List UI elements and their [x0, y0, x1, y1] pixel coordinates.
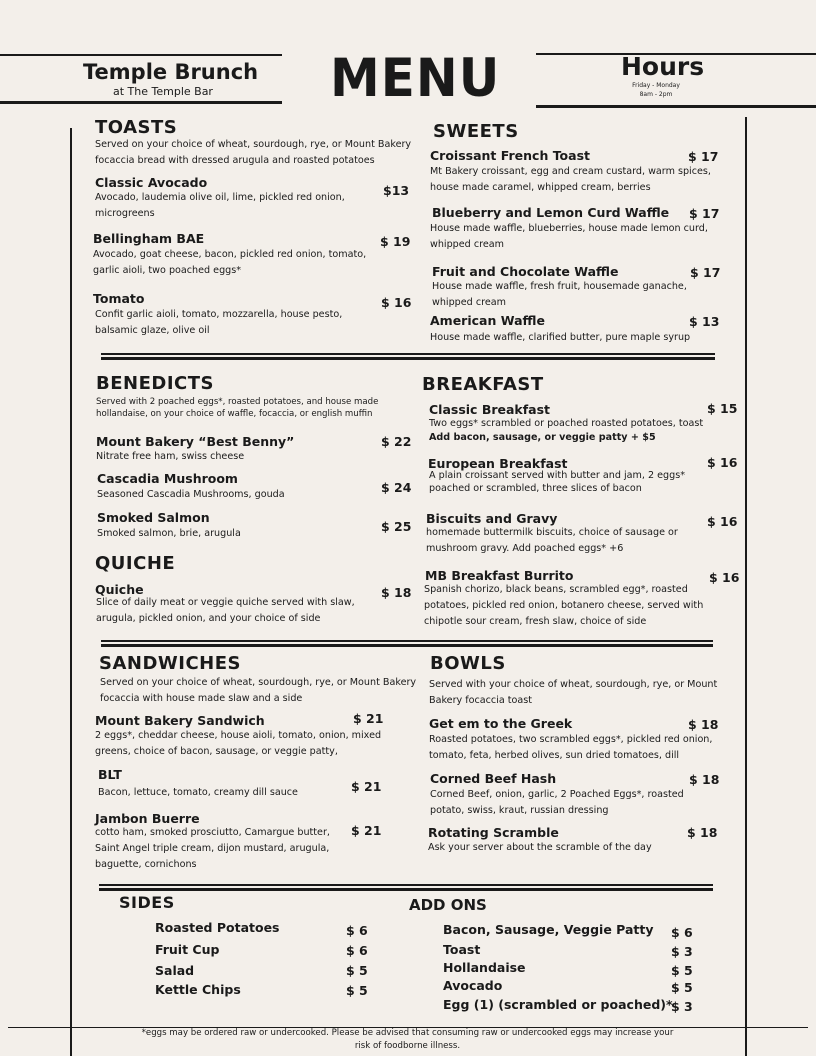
addon-item-bacon-sausage-patty: Bacon, Sausage, Veggie Patty — [443, 922, 654, 937]
benedict-smoked-salmon-name: Smoked Salmon — [97, 510, 210, 525]
addon-price-toast: $ 3 — [671, 944, 693, 959]
toast-classic-avocado-desc: Avocado, laudemia olive oil, lime, pickled red onion, microgreens — [95, 192, 345, 219]
breakfast-biscuits-gravy-price: $ 16 — [707, 514, 738, 529]
sweet-fruit-chocolate-waffle-price: $ 17 — [690, 265, 721, 280]
divider-2a — [101, 640, 713, 642]
hours-time: 8am - 2pm — [639, 91, 673, 98]
toast-bellingham-bae-price: $ 19 — [380, 234, 411, 249]
header-rule-left-bottom — [0, 101, 282, 104]
brand-name: Temple Brunch — [83, 60, 259, 84]
breakfast-classic-desc: Two eggs* scrambled or poached roasted potatoes, toast — [429, 418, 704, 429]
header-rule-right-bottom — [536, 105, 816, 108]
addon-item-toast: Toast — [443, 942, 481, 957]
toast-bellingham-bae-name: Bellingham BAE — [93, 231, 205, 246]
breakfast-classic-price: $ 15 — [707, 401, 738, 416]
toast-bellingham-bae-desc: Avocado, goat cheese, bacon, pickled red onion, tomato, garlic aioli, two poached eggs* — [93, 249, 367, 276]
sandwich-blt-desc: Bacon, lettuce, tomato, creamy dill sauce — [98, 787, 298, 798]
bowl-greek-price: $ 18 — [688, 717, 719, 732]
benedict-smoked-salmon-price: $ 25 — [381, 519, 412, 534]
quiche-desc: Slice of daily meat or veggie quiche served with slaw, arugula, pickled onion, and your choice of side — [96, 597, 355, 624]
bowl-rotating-scramble-name: Rotating Scramble — [428, 825, 559, 840]
sandwich-mount-bakery-name: Mount Bakery Sandwich — [95, 713, 265, 728]
addon-price-avocado: $ 5 — [671, 980, 693, 995]
sandwich-blt-price: $ 21 — [351, 779, 382, 794]
bowl-corned-beef-name: Corned Beef Hash — [430, 771, 557, 786]
header-rule-left-top — [0, 54, 282, 56]
toast-tomato-name: Tomato — [93, 291, 145, 306]
brand-subtitle: at The Temple Bar — [113, 85, 213, 98]
addon-item-avocado: Avocado — [443, 978, 503, 993]
breakfast-classic-name: Classic Breakfast — [429, 402, 551, 417]
addon-item-egg: Egg (1) (scrambled or poached)* — [443, 997, 673, 1012]
sandwich-mount-bakery-price: $ 21 — [353, 711, 384, 726]
benedicts-description: Served with 2 poached eggs*, roasted potatoes, and house made hollandaise, on your choice of waffle, focaccia, or english muffin — [96, 397, 379, 419]
raw-egg-disclaimer: *eggs may be ordered raw or undercooked. Please be advised that consuming raw or undercooked eggs may increase your risk of foodborne illness. — [141, 1028, 674, 1051]
breakfast-burrito-desc: Spanish chorizo, black beans, scrambled egg*, roasted potatoes, pickled red onion, botanero cheese, served with chipotle sour cream, fresh slaw, choice of side — [424, 584, 704, 627]
left-vertical-rule — [70, 128, 72, 1056]
sweet-croissant-french-toast-desc: Mt Bakery croissant, egg and cream custard, warm spices, house made caramel, whipped cream, berries — [430, 166, 711, 193]
benedict-best-benny-name: Mount Bakery “Best Benny” — [96, 434, 295, 449]
addon-item-hollandaise: Hollandaise — [443, 960, 526, 975]
breakfast-european-price: $ 16 — [707, 455, 738, 470]
benedict-best-benny-price: $ 22 — [381, 434, 412, 449]
benedict-cascadia-mushroom-price: $ 24 — [381, 480, 412, 495]
side-item-kettle-chips: Kettle Chips — [155, 982, 241, 997]
sandwiches-description: Served on your choice of wheat, sourdough, rye, or Mount Bakery focaccia with house made slaw and a side — [100, 677, 417, 704]
sweet-blueberry-waffle-desc: House made waffle, blueberries, house made lemon curd, whipped cream — [430, 223, 708, 250]
bowl-corned-beef-price: $ 18 — [689, 772, 720, 787]
sandwich-jambon-buerre-name: Jambon Buerre — [95, 811, 200, 826]
breakfast-european-name: European Breakfast — [428, 456, 568, 471]
quiche-price: $ 18 — [381, 585, 412, 600]
sandwich-mount-bakery-desc: 2 eggs*, cheddar cheese, house aioli, tomato, onion, mixed greens, choice of bacon, sausage, or veggie patty, — [95, 730, 382, 757]
sweet-blueberry-waffle-price: $ 17 — [689, 206, 720, 221]
bowls-heading: BOWLS — [430, 653, 506, 674]
side-item-salad: Salad — [155, 963, 195, 978]
sweet-croissant-french-toast-price: $ 17 — [688, 149, 719, 164]
bowls-description: Served with your choice of wheat, sourdough, rye, or Mount Bakery focaccia toast — [429, 679, 718, 706]
sandwich-blt-name: BLT — [98, 767, 122, 782]
toast-classic-avocado-price: $13 — [383, 183, 410, 198]
toasts-heading: TOASTS — [95, 117, 178, 138]
side-item-fruit-cup: Fruit Cup — [155, 942, 220, 957]
addon-price-hollandaise: $ 5 — [671, 963, 693, 978]
sweets-heading: SWEETS — [433, 121, 519, 142]
sweet-fruit-chocolate-waffle-desc: House made waffle, fresh fruit, housemade ganache, whipped cream — [432, 281, 687, 308]
divider-3b — [99, 888, 713, 891]
benedict-best-benny-desc: Nitrate free ham, swiss cheese — [96, 451, 245, 462]
hours-days: Friday - Monday — [632, 82, 680, 89]
breakfast-biscuits-gravy-name: Biscuits and Gravy — [426, 511, 558, 526]
breakfast-burrito-price: $ 16 — [709, 570, 740, 585]
right-vertical-rule — [745, 117, 747, 1056]
divider-1a — [101, 353, 715, 355]
toast-classic-avocado-name: Classic Avocado — [95, 175, 208, 190]
bowl-rotating-scramble-desc: Ask your server about the scramble of the day — [428, 842, 652, 853]
side-price-kettle-chips: $ 5 — [346, 983, 368, 998]
side-price-salad: $ 5 — [346, 963, 368, 978]
quiche-heading: QUICHE — [95, 553, 176, 574]
sandwich-jambon-buerre-desc: cotto ham, smoked prosciutto, Camargue butter, Saint Angel triple cream, dijon mustard, arugula, baguette, cornichons — [95, 827, 330, 870]
sides-heading: SIDES — [119, 893, 175, 912]
benedict-smoked-salmon-desc: Smoked salmon, brie, arugula — [97, 528, 241, 539]
quiche-name: Quiche — [95, 582, 144, 597]
sweet-american-waffle-name: American Waffle — [430, 313, 545, 328]
addon-price-bacon-sausage-patty: $ 6 — [671, 925, 693, 940]
breakfast-burrito-name: MB Breakfast Burrito — [425, 568, 574, 583]
sweet-croissant-french-toast-name: Croissant French Toast — [430, 148, 590, 163]
breakfast-biscuits-gravy-desc: homemade buttermilk biscuits, choice of sausage or mushroom gravy. Add poached eggs* +6 — [426, 527, 678, 554]
side-price-fruit-cup: $ 6 — [346, 943, 368, 958]
sweet-american-waffle-desc: House made waffle, clarified butter, pure maple syrup — [430, 332, 691, 343]
divider-3a — [99, 884, 713, 886]
sweet-fruit-chocolate-waffle-name: Fruit and Chocolate Waffle — [432, 264, 619, 279]
bowl-greek-name: Get em to the Greek — [429, 716, 573, 731]
toast-tomato-price: $ 16 — [381, 295, 412, 310]
sweet-american-waffle-price: $ 13 — [689, 314, 720, 329]
divider-1b — [101, 357, 715, 360]
page-title: MENU — [330, 47, 501, 109]
side-price-roasted-potatoes: $ 6 — [346, 923, 368, 938]
sandwich-jambon-buerre-price: $ 21 — [351, 823, 382, 838]
benedict-cascadia-mushroom-name: Cascadia Mushroom — [97, 471, 238, 486]
sweet-blueberry-waffle-name: Blueberry and Lemon Curd Waffle — [432, 205, 670, 220]
side-item-roasted-potatoes: Roasted Potatoes — [155, 920, 280, 935]
addons-heading: ADD ONS — [409, 896, 487, 914]
benedicts-heading: BENEDICTS — [96, 373, 214, 394]
toast-tomato-desc: Confit garlic aioli, tomato, mozzarella, house pesto, balsamic glaze, olive oil — [95, 309, 343, 336]
breakfast-european-desc: A plain croissant served with butter and jam, 2 eggs* poached or scrambled, three slices of bacon — [429, 470, 686, 494]
benedict-cascadia-mushroom-desc: Seasoned Cascadia Mushrooms, gouda — [97, 489, 285, 500]
toasts-description: Served on your choice of wheat, sourdough, rye, or Mount Bakery focaccia bread with dressed arugula and roasted potatoes — [95, 139, 412, 166]
divider-2b — [101, 644, 713, 647]
bowl-greek-desc: Roasted potatoes, two scrambled eggs*, pickled red onion, tomato, feta, herbed olives, sun dried tomatoes, dill — [429, 734, 713, 761]
hours-title: Hours — [621, 52, 705, 81]
addon-price-egg: $ 3 — [671, 999, 693, 1014]
breakfast-heading: BREAKFAST — [422, 374, 544, 395]
bowl-rotating-scramble-price: $ 18 — [687, 825, 718, 840]
breakfast-classic-addon: Add bacon, sausage, or veggie patty + $5 — [429, 432, 656, 443]
bowl-corned-beef-desc: Corned Beef, onion, garlic, 2 Poached Eggs*, roasted potato, swiss, kraut, russian dressing — [430, 789, 684, 816]
sandwiches-heading: SANDWICHES — [99, 653, 241, 674]
